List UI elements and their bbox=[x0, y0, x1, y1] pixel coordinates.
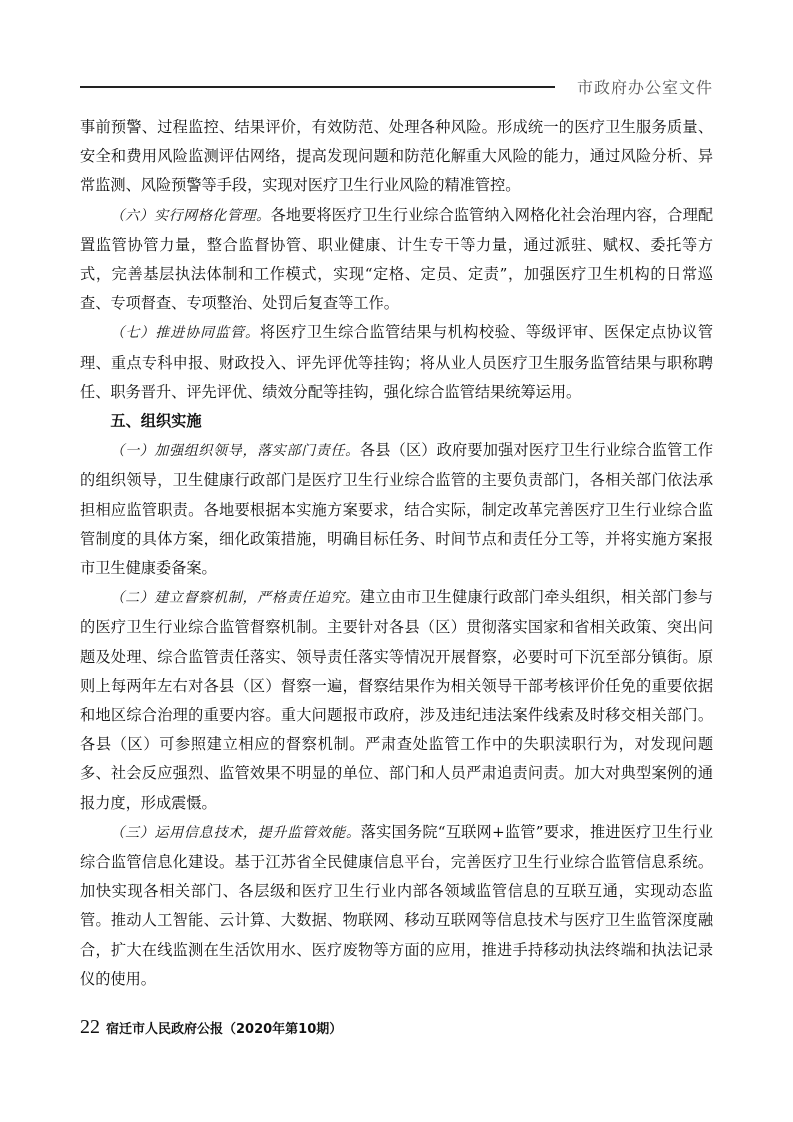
running-header bbox=[80, 70, 713, 100]
section-heading: 五、组织实施 bbox=[110, 412, 202, 431]
paragraph-continuation bbox=[80, 113, 713, 201]
page-number: 22 bbox=[80, 1016, 100, 1038]
paragraph-organization-leadership bbox=[80, 436, 713, 583]
journal-title: 宿迁市人民政府公报（2020年第10期） bbox=[106, 1022, 343, 1037]
header-rule bbox=[80, 86, 555, 88]
paragraph-lead: （一）加强组织领导，落实部门责任。 bbox=[110, 443, 360, 460]
paragraph-inspection-mechanism bbox=[80, 583, 713, 818]
paragraph-collaborative-supervision bbox=[80, 318, 713, 407]
paragraph-grid-management bbox=[80, 201, 713, 319]
paragraph-text: 将医疗卫生综合监管结果与机构校验、等级评审、医保定点协议管理、重点专科申报、财政投入、评先评优等挂钩；将从业人员医疗卫生服务监管结果与职称聘任、职务晋升、评先评优、绩效分配等挂钩，强化综合监管结果统筹运用。 bbox=[80, 323, 714, 401]
paragraph-text: 各县（区）政府要加强对医疗卫生行业综合监管工作的组织领导，卫生健康行政部门是医疗卫生行业综合监管的主要负责部门，各相关部门依法承担相应监管职责。各地要根据本实施方案要求，结合实际，制定改革完善医疗卫生行业综合监管制度的具体方案，细化政策措施，明确目标任务、时间节点和责任分工等，并将实施方案报市卫生健康委备案。 bbox=[80, 441, 714, 578]
paragraph-text: 事前预警、过程监控、结果评价，有效防范、处理各种风险。形成统一的医疗卫生服务质量、安全和费用风险监测评估网络，提高发现问题和防范化解重大风险的能力，通过风险分析、异常监测、风险预警等手段，实现对医疗卫生行业风险的精准管控。 bbox=[80, 118, 713, 195]
paragraph-information-technology bbox=[80, 818, 713, 994]
document-body bbox=[80, 113, 713, 994]
paragraph-text: 建立由市卫生健康行政部门牵头组织，相关部门参与的医疗卫生行业综合监管督察机制。主要针对各县（区）贯彻落实国家和省相关政策、突出问题及处理、综合监管责任落实、领导责任落实等情况开展督察，必要时可下沉至部分镇街。原则上每两年左右对各县（区）督察一遍，督察结果作为相关领导干部考核评价任免的重要依据和地区综合治理的重要内容。重大问题报市政府，涉及违纪违法案件线索及时移交相关部门。各县（区）可参照建立相应的督察机制。严肃查处监管工作中的失职渎职行为，对发现问题多、社会反应强烈、监管效果不明显的单位、部门和人员严肃追责问责。加大对典型案例的通报力度，形成震慑。 bbox=[80, 588, 714, 812]
paragraph-text: 落实国务院“互联网+监管”要求，推进医疗卫生行业综合监管信息化建设。基于江苏省全民健康信息平台，完善医疗卫生行业综合监管信息系统。加快实现各相关部门、各层级和医疗卫生行业内部各领域监管信息的互联互通，实现动态监管。推动人工智能、云计算、大数据、物联网、移动互联网等信息技术与医疗卫生监管深度融合，扩大在线监测在生活饮用水、医疗废物等方面的应用，推进手持移动执法终端和执法记录仪的使用。 bbox=[80, 822, 714, 988]
paragraph-lead: （三）运用信息技术，提升监管效能。 bbox=[110, 824, 361, 841]
paragraph-lead: （六）实行网格化管理。 bbox=[110, 207, 271, 224]
paragraph-lead: （七）推进协同监管。 bbox=[110, 325, 260, 342]
header-title: 市政府办公室文件 bbox=[576, 78, 713, 97]
page-footer bbox=[80, 1016, 342, 1039]
paragraph-lead: （二）建立督察机制，严格责任追究。 bbox=[110, 590, 360, 607]
paragraph-text: 各地要将医疗卫生行业综合监管纳入网格化社会治理内容，合理配置监管协管力量，整合监督协管、职业健康、计生专干等力量，通过派驻、赋权、委托等方式，完善基层执法体制和工作模式，实现“定格、定员、定责”，加强医疗卫生机构的日常巡查、专项督查、专项整治、处罚后复查等工作。 bbox=[80, 205, 714, 313]
